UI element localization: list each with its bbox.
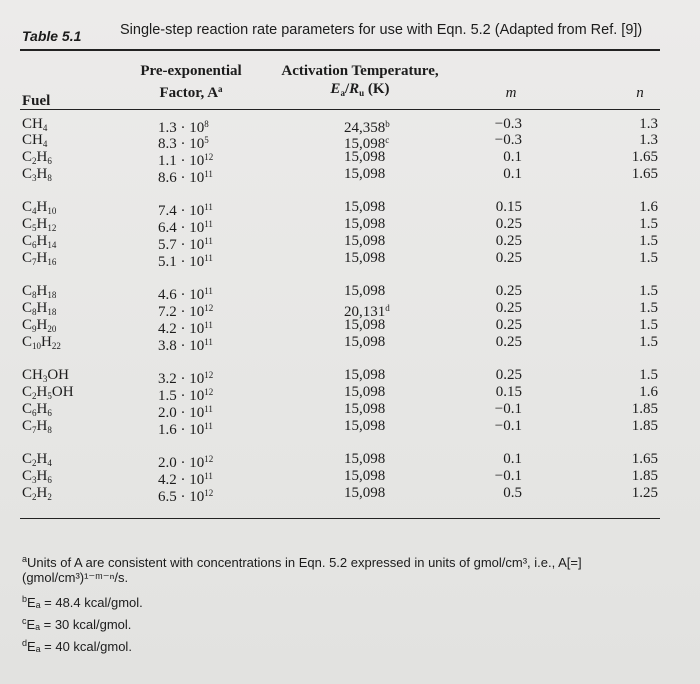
exponent-n: 1.5 [639, 233, 658, 249]
pre-exponential-factor: $4.2 \cdot 10^{11}$ [158, 471, 213, 488]
activation-temperature: 15,098 [344, 149, 386, 165]
exponent-m: 0.25 [495, 300, 522, 316]
fuel-formula: $CH_3OH$ [22, 367, 70, 384]
activation-temperature: 15,098 [344, 283, 386, 299]
fuel-formula: $C_6H_6$ [22, 401, 52, 418]
exponent-m: 0.25 [495, 250, 522, 266]
table-caption: Single-step reaction rate parameters for use with Eqn. 5.2 (Adapted from Ref. [9]) [120, 22, 643, 38]
activation-temperature: 15,098 [344, 451, 386, 467]
pre-exponential-factor: $4.2 \cdot 10^{11}$ [158, 320, 213, 337]
exponent-m: 0.15 [495, 384, 522, 400]
pre-exponential-factor: $8.6 \cdot 10^{11}$ [158, 169, 213, 186]
bottom-rule [20, 518, 660, 519]
activation-temperature: 15,098 [344, 233, 386, 249]
activation-temperature: 15,098 [344, 216, 386, 232]
pre-exponential-factor: $3.2 \cdot 10^{12}$ [158, 370, 214, 387]
fuel-formula: $C_2H_2$ [22, 485, 52, 502]
activation-temperature: 15,098 [344, 250, 386, 266]
pre-exponential-factor: $1.6 \cdot 10^{11}$ [158, 421, 213, 438]
activation-temperature: 15,098 [344, 401, 386, 417]
fuel-formula: $C_6H_{14}$ [22, 233, 57, 250]
fuel-formula: $C_7H_8$ [22, 418, 52, 435]
fuel-formula: $C_4H_{10}$ [22, 199, 57, 216]
activation-temperature: 15,098 [344, 468, 386, 484]
pre-exponential-factor: $5.1 \cdot 10^{11}$ [158, 253, 213, 270]
exponent-n: 1.85 [631, 468, 658, 484]
exponent-n: 1.3 [639, 132, 658, 148]
exponent-n: 1.85 [631, 401, 658, 417]
activation-temperature: 15,098 [344, 367, 386, 383]
header-pre-exponential: Pre-exponential Factor, $A^a$ [140, 63, 242, 101]
exponent-m: 0.1 [503, 149, 522, 165]
fuel-formula: $CH_4$ [22, 132, 48, 149]
pre-exponential-factor: $6.5 \cdot 10^{12}$ [158, 488, 214, 505]
exponent-n: 1.65 [631, 166, 658, 182]
exponent-m: 0.1 [503, 166, 522, 182]
exponent-m: 0.25 [495, 317, 522, 333]
footnote-b: $^b$Eₐ = 48.4 kcal/gmol. [22, 594, 143, 610]
pre-exponential-factor: $8.3 \cdot 10^5$ [158, 135, 209, 152]
footnote-a: $^a$Units of A are consistent with concentrations in Eqn. 5.2 expressed in units of gmol/cm³, i.e., A[=] [22, 554, 582, 570]
exponent-n: 1.6 [639, 199, 658, 215]
exponent-m: −0.1 [494, 468, 522, 484]
exponent-n: 1.65 [631, 451, 658, 467]
exponent-m: 0.15 [495, 199, 522, 215]
exponent-n: 1.25 [631, 485, 658, 501]
pre-exponential-factor: $1.1 \cdot 10^{12}$ [158, 152, 214, 169]
exponent-m: 0.25 [495, 283, 522, 299]
fuel-formula: $C_7H_{16}$ [22, 250, 57, 267]
fuel-formula: $CH_4$ [22, 116, 48, 133]
exponent-n: 1.5 [639, 300, 658, 316]
activation-temperature: 15,098 [344, 199, 386, 215]
exponent-n: 1.5 [639, 216, 658, 232]
exponent-n: 1.3 [639, 116, 658, 132]
footnote-a-units: (gmol/cm³)¹⁻ᵐ⁻ⁿ/s. [22, 570, 129, 585]
footnote-c: $^c$Eₐ = 30 kcal/gmol. [22, 616, 132, 632]
activation-temperature: 15,098 [344, 334, 386, 350]
header-rule [20, 109, 660, 110]
pre-exponential-factor: $1.3 \cdot 10^8$ [158, 119, 209, 136]
fuel-formula: $C_3H_8$ [22, 166, 52, 183]
pre-exponential-factor: $6.4 \cdot 10^{11}$ [158, 219, 213, 236]
pre-exponential-factor: $7.2 \cdot 10^{12}$ [158, 303, 214, 320]
activation-temperature: 15,098 [344, 418, 386, 434]
exponent-m: 0.25 [495, 367, 522, 383]
exponent-m: 0.25 [495, 216, 522, 232]
pre-exponential-factor: $1.5 \cdot 10^{12}$ [158, 387, 214, 404]
header-activation-temperature: Activation Temperature, $E_a/R_u$ (K) [281, 63, 439, 98]
exponent-m: 0.1 [503, 451, 522, 467]
header-fuel: Fuel [22, 93, 51, 109]
exponent-n: 1.5 [639, 334, 658, 350]
activation-temperature: 15,098 [344, 317, 386, 333]
pre-exponential-factor: $2.0 \cdot 10^{12}$ [158, 454, 214, 471]
exponent-n: 1.85 [631, 418, 658, 434]
exponent-m: −0.3 [494, 132, 522, 148]
table-label: Table 5.1 [22, 28, 82, 44]
top-rule [20, 49, 660, 51]
activation-temperature: 20,131$^d$ [344, 303, 390, 320]
fuel-formula: $C_8H_{18}$ [22, 300, 57, 317]
header-m: m [505, 85, 517, 101]
pre-exponential-factor: $4.6 \cdot 10^{11}$ [158, 286, 213, 303]
exponent-n: 1.5 [639, 250, 658, 266]
exponent-m: 0.25 [495, 334, 522, 350]
exponent-m: −0.3 [494, 116, 522, 132]
fuel-formula: $C_2H_6$ [22, 149, 52, 166]
activation-temperature: 15,098 [344, 166, 386, 182]
footnote-d: $^d$Eₐ = 40 kcal/gmol. [22, 638, 132, 654]
exponent-m: −0.1 [494, 401, 522, 417]
activation-temperature: 15,098 [344, 485, 386, 501]
fuel-formula: $C_2H_5OH$ [22, 384, 74, 401]
fuel-formula: $C_3H_6$ [22, 468, 52, 485]
pre-exponential-factor: $7.4 \cdot 10^{11}$ [158, 202, 213, 219]
exponent-m: 0.25 [495, 233, 522, 249]
fuel-formula: $C_9H_{20}$ [22, 317, 57, 334]
exponent-n: 1.6 [639, 384, 658, 400]
pre-exponential-factor: $5.7 \cdot 10^{11}$ [158, 236, 213, 253]
exponent-m: −0.1 [494, 418, 522, 434]
activation-temperature: 15,098 [344, 384, 386, 400]
exponent-n: 1.65 [631, 149, 658, 165]
fuel-formula: $C_{10}H_{22}$ [22, 334, 61, 351]
activation-temperature: 24,358$^b$ [344, 119, 390, 136]
fuel-formula: $C_8H_{18}$ [22, 283, 57, 300]
exponent-n: 1.5 [639, 367, 658, 383]
exponent-n: 1.5 [639, 317, 658, 333]
exponent-n: 1.5 [639, 283, 658, 299]
exponent-m: 0.5 [503, 485, 522, 501]
header-n: n [636, 85, 644, 101]
pre-exponential-factor: $3.8 \cdot 10^{11}$ [158, 337, 213, 354]
fuel-formula: $C_5H_{12}$ [22, 216, 57, 233]
fuel-formula: $C_2H_4$ [22, 451, 52, 468]
activation-temperature: 15,098$^c$ [344, 135, 390, 152]
pre-exponential-factor: $2.0 \cdot 10^{11}$ [158, 404, 213, 421]
